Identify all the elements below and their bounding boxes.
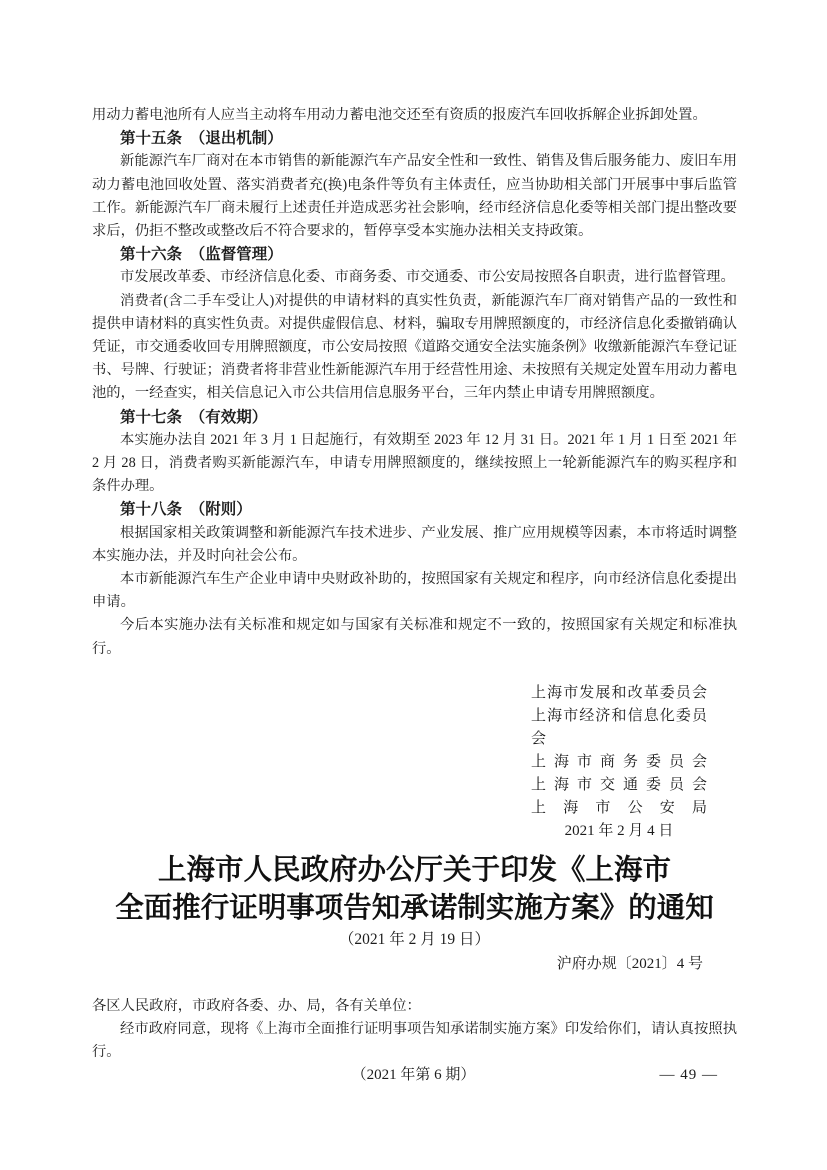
- notice-salutation: 各区人民政府，市政府各委、办、局，各有关单位：: [92, 998, 421, 1014]
- signature-unit-transport: 上海市交通委员会: [531, 777, 707, 793]
- signature-block: [531, 682, 707, 843]
- article-18-paragraph-2: 本市新能源汽车生产企业申请中央财政补助的，按照国家有关规定和程序，向市经济信息化委提出申请。: [92, 571, 737, 611]
- implementation-measures-body: [92, 104, 737, 661]
- notice-paragraph-1: 经市政府同意，现将《上海市全面推行证明事项告知承诺制实施方案》印发给你们，请认真按照执行。: [92, 1021, 737, 1061]
- notice-title: [92, 852, 737, 928]
- notice-title-line2: 全面推行证明事项告知承诺制实施方案》的通知: [115, 893, 714, 924]
- notice-title-line1: 上海市人民政府办公厅关于印发《上海市: [157, 855, 671, 886]
- footer-page-number: — 49 —: [659, 1067, 718, 1083]
- article-18-heading: 第十八条 （附则）: [120, 501, 252, 519]
- article-16-heading: 第十六条 （监督管理）: [120, 246, 283, 264]
- signature-unit-public-security: 上海市公安局: [531, 800, 707, 816]
- article-15-paragraph-1: 新能源汽车厂商对在本市销售的新能源汽车产品安全性和一致性、销售及售后服务能力、废旧车用动力蓄电池回收处置、落实消费者充(换)电条件等负有主体责任，应当协助相关部门开展事中事后监管工作。新能源汽车厂商未履行上述责任并造成恶劣社会影响，经市经济信息化委等相关部门提出整改要求后，仍拒不整改或整改后不符合要求的，暂停享受本实施办法相关支持政策。: [92, 153, 737, 240]
- document-number: 沪府办规〔2021〕4 号: [556, 956, 703, 972]
- article-16-paragraph-1: 市发展改革委、市经济信息化委、市商务委、市交通委、市公安局按照各自职责，进行监督管理。: [120, 269, 735, 286]
- article-18-paragraph-3: 今后本实施办法有关标准和规定如与国家有关标准和规定不一致的，按照国家有关规定和标准执行。: [92, 617, 737, 657]
- signature-unit-development-reform: 上海市发展和改革委员会: [531, 685, 707, 701]
- footer-issue-number: （2021 年第 6 期）: [351, 1067, 476, 1083]
- signature-unit-economy-informatization: 上海市经济和信息化委员会: [531, 708, 707, 747]
- article-16-paragraph-2: 消费者(含二手车受让人)对提供的申请材料的真实性负责，新能源汽车厂商对销售产品的一致性和提供申请材料的真实性负责。对提供虚假信息、材料，骗取专用牌照额度的，市经济信息化委撤销确认凭证，市交通委收回专用牌照额度，市公安局按照《道路交通安全法实施条例》收缴新能源汽车登记证书、号牌、行驶证；消费者将非营业性新能源汽车用于经营性用途、未按照有关规定处置车用动力蓄电池的，一经查实，相关信息记入市公共信用信息服务平台，三年内禁止申请专用牌照额度。: [92, 292, 737, 402]
- article-17-paragraph-1: 本实施办法自 2021 年 3 月 1 日起施行，有效期至 2023 年 12 月 31 日。2021 年 1 月 1 日至 2021 年 2 月 28 日，消费者购买新能源汽车，申请专用牌照额度的，继续按照上一轮新能源汽车的购买程序和条件办理。: [92, 431, 737, 495]
- article-17-heading: 第十七条 （有效期）: [120, 408, 268, 426]
- paragraph-continuation: 用动力蓄电池所有人应当主动将车用动力蓄电池交还至有资质的报废汽车回收拆解企业拆卸处置。: [92, 107, 707, 123]
- notice-date: （2021 年 2 月 19 日）: [338, 931, 491, 948]
- signature-date: 2021 年 2 月 4 日: [564, 823, 674, 839]
- signature-unit-commerce: 上海市商务委员会: [531, 754, 707, 770]
- article-15-heading: 第十五条 （退出机制）: [120, 130, 283, 148]
- notice-body: [92, 995, 737, 1065]
- article-18-paragraph-1: 根据国家相关政策调整和新能源汽车技术进步、产业发展、推广应用规模等因素，本市将适时调整本实施办法，并及时向社会公布。: [92, 524, 737, 564]
